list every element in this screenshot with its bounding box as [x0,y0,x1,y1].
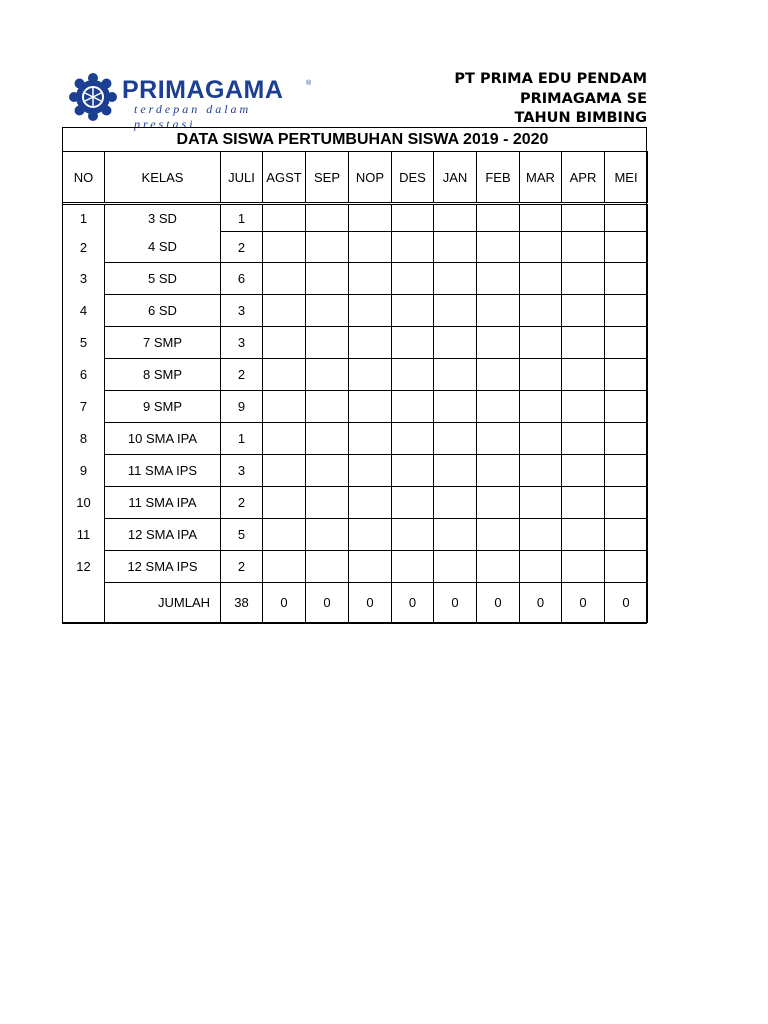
logo-wordmark: PRIMAGAMA [122,76,284,104]
month-cell-nop [349,232,392,263]
month-cell-sep [306,327,349,359]
month-cell-agst [263,551,306,583]
month-cell-jan [434,391,477,423]
month-cell-mei [605,455,648,487]
row-class: 7 SMP [105,327,221,359]
total-nop: 0 [349,583,392,623]
month-cell-mei [605,391,648,423]
month-cell-nop [349,295,392,327]
month-cell-mar [520,487,562,519]
month-cell-sep [306,295,349,327]
month-cell-mar [520,519,562,551]
month-cell-jan [434,204,477,232]
month-cell-mar [520,295,562,327]
row-class: 4 SD [105,232,221,263]
row-number: 8 [63,423,105,455]
month-cell-mei [605,232,648,263]
month-cell-feb [477,295,520,327]
month-cell-apr [562,359,605,391]
table-row [63,551,648,583]
month-cell-mar [520,232,562,263]
month-cell-agst [263,519,306,551]
total-des: 0 [392,583,434,623]
row-class: 8 SMP [105,359,221,391]
table-row [63,295,648,327]
month-cell-agst [263,263,306,295]
month-cell-mei [605,327,648,359]
column-header-kelas: KELAS [105,152,221,204]
student-growth-table [62,151,648,623]
month-cell-sep [306,263,349,295]
month-cell-des [392,423,434,455]
row-juli-count: 5 [221,519,263,551]
total-juli: 38 [221,583,263,623]
row-number: 9 [63,455,105,487]
row-number: 4 [63,295,105,327]
logo-tagline: terdepan dalam prestasi [134,102,252,131]
header-row [63,152,648,204]
month-cell-agst [263,295,306,327]
company-name: PT PRIMA EDU PENDAM [454,71,647,87]
table-row [63,487,648,519]
table-row [63,263,648,295]
month-cell-agst [263,455,306,487]
month-cell-nop [349,455,392,487]
row-juli-count: 3 [221,295,263,327]
month-cell-des [392,327,434,359]
month-cell-mar [520,359,562,391]
total-spacer [63,583,105,623]
row-number: 11 [63,519,105,551]
month-cell-mei [605,263,648,295]
total-jan: 0 [434,583,477,623]
month-cell-jan [434,519,477,551]
row-number: 2 [63,232,105,263]
month-cell-mar [520,455,562,487]
month-cell-mei [605,423,648,455]
month-cell-des [392,295,434,327]
month-cell-feb [477,327,520,359]
row-class: 6 SD [105,295,221,327]
month-cell-mar [520,551,562,583]
month-cell-nop [349,263,392,295]
month-cell-apr [562,232,605,263]
month-cell-des [392,263,434,295]
row-number: 10 [63,487,105,519]
month-cell-sep [306,391,349,423]
month-cell-agst [263,232,306,263]
month-cell-nop [349,391,392,423]
month-cell-feb [477,455,520,487]
month-cell-jan [434,551,477,583]
month-cell-feb [477,551,520,583]
month-cell-des [392,204,434,232]
column-header-mar: MAR [520,152,562,204]
row-juli-count: 2 [221,551,263,583]
month-cell-sep [306,551,349,583]
month-cell-apr [562,455,605,487]
month-cell-feb [477,204,520,232]
month-cell-mei [605,551,648,583]
column-header-jan: JAN [434,152,477,204]
company-branch: PRIMAGAMA SE [519,90,647,107]
row-juli-count: 6 [221,263,263,295]
month-cell-nop [349,423,392,455]
row-number: 3 [63,263,105,295]
month-cell-jan [434,327,477,359]
total-mei: 0 [605,583,648,623]
month-cell-jan [434,423,477,455]
row-class: 12 SMA IPA [105,519,221,551]
table-row [63,204,648,232]
month-cell-agst [263,423,306,455]
column-header-apr: APR [562,152,605,204]
month-cell-des [392,455,434,487]
month-cell-nop [349,327,392,359]
month-cell-jan [434,455,477,487]
month-cell-nop [349,519,392,551]
month-cell-nop [349,359,392,391]
row-number: 5 [63,327,105,359]
row-number: 12 [63,551,105,583]
row-class: 10 SMA IPA [105,423,221,455]
primagama-emblem-icon [68,72,118,122]
row-class: 11 SMA IPS [105,455,221,487]
month-cell-jan [434,232,477,263]
total-feb: 0 [477,583,520,623]
column-header-juli: JULI [221,152,263,204]
row-juli-count: 9 [221,391,263,423]
row-juli-count: 1 [221,204,263,232]
month-cell-mar [520,391,562,423]
month-cell-apr [562,391,605,423]
total-sep: 0 [306,583,349,623]
table-title: DATA SISWA PERTUMBUHAN SISWA 2019 - 2020 [176,131,549,148]
row-class: 12 SMA IPS [105,551,221,583]
row-number: 1 [63,204,105,232]
total-apr: 0 [562,583,605,623]
month-cell-feb [477,359,520,391]
company-header [454,70,647,129]
month-cell-des [392,551,434,583]
month-cell-mei [605,519,648,551]
table-row [63,232,648,263]
table-row [63,455,648,487]
month-cell-apr [562,327,605,359]
month-cell-apr [562,204,605,232]
table-row [63,519,648,551]
month-cell-agst [263,359,306,391]
month-cell-sep [306,204,349,232]
month-cell-sep [306,359,349,391]
month-cell-apr [562,487,605,519]
month-cell-jan [434,487,477,519]
row-juli-count: 2 [221,359,263,391]
month-cell-sep [306,519,349,551]
month-cell-des [392,487,434,519]
month-cell-apr [562,519,605,551]
primagama-logo [68,72,318,131]
logo-registered-mark: ® [306,80,312,87]
table-row [63,327,648,359]
month-cell-jan [434,295,477,327]
row-juli-count: 3 [221,327,263,359]
month-cell-mei [605,359,648,391]
month-cell-apr [562,423,605,455]
row-class: 5 SD [105,263,221,295]
month-cell-agst [263,391,306,423]
row-juli-count: 2 [221,487,263,519]
row-number: 6 [63,359,105,391]
month-cell-des [392,391,434,423]
month-cell-des [392,519,434,551]
month-cell-jan [434,263,477,295]
row-juli-count: 2 [221,232,263,263]
month-cell-feb [477,263,520,295]
month-cell-apr [562,295,605,327]
column-header-mei: MEI [605,152,648,204]
month-cell-nop [349,487,392,519]
total-row [63,583,648,623]
month-cell-sep [306,423,349,455]
month-cell-apr [562,551,605,583]
month-cell-mar [520,327,562,359]
company-period: TAHUN BIMBING [514,110,647,126]
month-cell-mei [605,204,648,232]
column-header-nop: NOP [349,152,392,204]
month-cell-feb [477,519,520,551]
table-row [63,359,648,391]
column-header-feb: FEB [477,152,520,204]
month-cell-nop [349,204,392,232]
total-agst: 0 [263,583,306,623]
month-cell-agst [263,487,306,519]
table-row [63,391,648,423]
row-juli-count: 1 [221,423,263,455]
month-cell-sep [306,232,349,263]
row-class: 3 SD [105,204,221,232]
row-number: 7 [63,391,105,423]
total-label: JUMLAH [105,583,221,623]
month-cell-mei [605,487,648,519]
month-cell-des [392,359,434,391]
row-class: 9 SMP [105,391,221,423]
month-cell-apr [562,263,605,295]
month-cell-mei [605,295,648,327]
month-cell-feb [477,232,520,263]
month-cell-mar [520,204,562,232]
row-class: 11 SMA IPA [105,487,221,519]
month-cell-mar [520,423,562,455]
month-cell-des [392,232,434,263]
month-cell-sep [306,487,349,519]
month-cell-feb [477,391,520,423]
month-cell-nop [349,551,392,583]
column-header-no: NO [63,152,105,204]
column-header-agst: AGST [263,152,306,204]
month-cell-feb [477,487,520,519]
row-juli-count: 3 [221,455,263,487]
column-header-des: DES [392,152,434,204]
total-mar: 0 [520,583,562,623]
table-row [63,423,648,455]
month-cell-agst [263,204,306,232]
column-header-sep: SEP [306,152,349,204]
month-cell-feb [477,423,520,455]
month-cell-agst [263,327,306,359]
month-cell-mar [520,263,562,295]
month-cell-sep [306,455,349,487]
month-cell-jan [434,359,477,391]
